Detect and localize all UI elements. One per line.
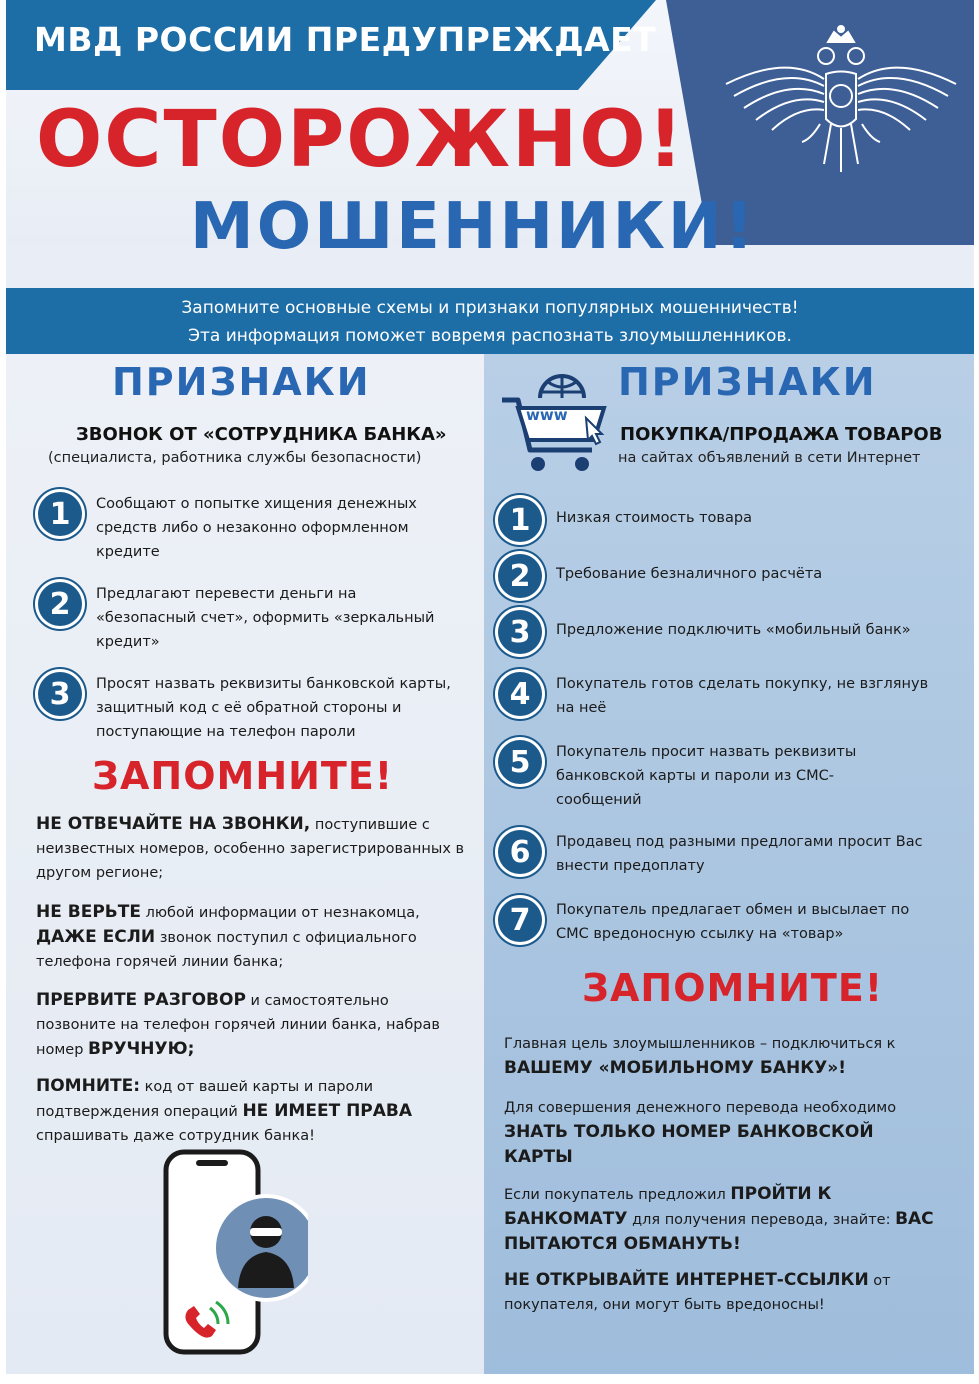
rule-lead: НЕ ОТКРЫВАЙТЕ ИНТЕРНЕТ-ССЫЛКИ bbox=[504, 1270, 869, 1290]
right-item-4 bbox=[498, 672, 958, 720]
left-rule-3 bbox=[36, 988, 466, 1062]
rule-lead-2: ВРУЧНУЮ; bbox=[88, 1039, 195, 1059]
rule-lead: ПРОЙТИ К БАНКОМАТУ bbox=[504, 1184, 832, 1229]
left-item-text: Предлагают перевести деньги на «безопасный счет», оформить «зеркальный кредит» bbox=[96, 586, 435, 650]
shopping-cart-globe-icon bbox=[500, 368, 620, 478]
number-badge: 1 bbox=[38, 492, 82, 536]
rule-text: Главная цель злоумышленников – подключиться к bbox=[504, 1036, 896, 1052]
rule-lead: ПРЕРВИТЕ РАЗГОВОР bbox=[36, 990, 246, 1010]
rule-lead: НЕ ОТВЕЧАЙТЕ НА ЗВОНКИ, bbox=[36, 814, 311, 834]
rule-lead: ЗНАТЬ ТОЛЬКО НОМЕР БАНКОВСКОЙ КАРТЫ bbox=[504, 1122, 874, 1167]
rule-lead-2: НЕ ИМЕЕТ ПРАВА bbox=[242, 1101, 413, 1121]
right-subhead: ПОКУПКА/ПРОДАЖА ТОВАРОВ bbox=[620, 424, 943, 445]
banner-line-1: Запомните основные схемы и признаки популярных мошенничеств! bbox=[181, 298, 799, 318]
headline-caution: ОСТОРОЖНО! bbox=[36, 95, 686, 185]
number-badge: 4 bbox=[498, 672, 542, 716]
left-item-1 bbox=[38, 492, 468, 564]
right-rule-3 bbox=[504, 1182, 944, 1257]
left-remember-title: ЗАПОМНИТЕ! bbox=[92, 754, 394, 798]
right-subnote: на сайтах объявлений в сети Интернет bbox=[618, 450, 921, 466]
rule-text: от покупателя, они могут быть вредоносны! bbox=[504, 1273, 891, 1313]
right-item-1 bbox=[498, 498, 958, 542]
rule-lead: ПОМНИТЕ: bbox=[36, 1076, 141, 1096]
left-item-3 bbox=[38, 672, 478, 744]
rule-text: Если покупатель предложил bbox=[504, 1187, 726, 1203]
right-item-text: Покупатель предлагает обмен и высылает по СМС вредоносную ссылку на «товар» bbox=[556, 902, 910, 942]
right-item-text: Требование безналичного расчёта bbox=[556, 566, 823, 582]
right-rule-1 bbox=[504, 1032, 944, 1081]
rule-text: код от вашей карты и пароли подтверждения операций bbox=[36, 1079, 374, 1120]
left-subhead: ЗВОНОК ОТ «СОТРУДНИКА БАНКА» bbox=[76, 424, 447, 445]
number-badge: 3 bbox=[38, 672, 82, 716]
rule-text: поступившие с неизвестных номеров, особенно зарегистрированных в другом регионе; bbox=[36, 817, 465, 881]
header-title: МВД РОССИИ ПРЕДУПРЕЖДАЕТ bbox=[34, 20, 657, 59]
left-rule-2 bbox=[36, 900, 466, 974]
number-badge: 6 bbox=[498, 830, 542, 874]
left-subnote: (специалиста, работника службы безопасности) bbox=[48, 450, 422, 466]
left-item-text: Сообщают о попытке хищения денежных средств либо о незаконно оформленном кредите bbox=[96, 496, 417, 560]
right-item-text: Покупатель просит назвать реквизиты банковской карты и пароли из СМС-сообщений bbox=[556, 744, 857, 808]
left-section-title: ПРИЗНАКИ bbox=[112, 360, 371, 404]
right-item-7 bbox=[498, 898, 958, 946]
left-rule-4 bbox=[36, 1074, 466, 1148]
rule-text-2: спрашивать даже сотрудник банка! bbox=[36, 1128, 315, 1144]
right-item-2 bbox=[498, 554, 958, 598]
right-item-5 bbox=[498, 740, 958, 812]
number-badge: 2 bbox=[38, 582, 82, 626]
rule-text: любой информации от незнакомца, bbox=[145, 905, 420, 921]
number-badge: 2 bbox=[498, 554, 542, 598]
right-rule-2 bbox=[504, 1096, 944, 1170]
right-item-6 bbox=[498, 830, 958, 878]
www-label: www bbox=[526, 406, 568, 424]
double-headed-eagle-emblem-icon bbox=[716, 24, 966, 184]
rule-lead-2: ДАЖЕ ЕСЛИ bbox=[36, 927, 156, 947]
info-banner bbox=[6, 288, 974, 354]
right-rule-4 bbox=[504, 1268, 944, 1317]
right-item-3 bbox=[498, 610, 958, 654]
phone-scammer-icon bbox=[158, 1148, 308, 1358]
poster bbox=[6, 0, 974, 1374]
rule-text-2: для получения перевода, знайте: bbox=[632, 1212, 891, 1228]
right-item-text: Предложение подключить «мобильный банк» bbox=[556, 622, 911, 638]
right-item-text: Покупатель готов сделать покупку, не взглянув на неё bbox=[556, 676, 929, 716]
banner-line-2: Эта информация поможет вовремя распознать злоумышленников. bbox=[188, 326, 792, 346]
left-item-text: Просят назвать реквизиты банковской карты, защитный код с её обратной стороны и поступающие на телефон пароли bbox=[96, 676, 451, 740]
rule-lead: НЕ ВЕРЬТЕ bbox=[36, 902, 141, 922]
rule-text: и самостоятельно позвоните на телефон горячей линии банка, набрав номер bbox=[36, 993, 440, 1058]
left-rule-1 bbox=[36, 812, 466, 885]
right-item-text: Низкая стоимость товара bbox=[556, 510, 752, 526]
rule-text: Для совершения денежного перевода необходимо bbox=[504, 1100, 897, 1116]
right-section-title: ПРИЗНАКИ bbox=[618, 360, 877, 404]
rule-lead-2: ВАС ПЫТАЮТСЯ ОБМАНУТЬ! bbox=[504, 1209, 934, 1254]
right-remember-title: ЗАПОМНИТЕ! bbox=[582, 966, 884, 1010]
left-item-2 bbox=[38, 582, 468, 654]
number-badge: 7 bbox=[498, 898, 542, 942]
rule-lead: ВАШЕМУ «МОБИЛЬНОМУ БАНКУ»! bbox=[504, 1058, 846, 1078]
rule-text-2: звонок поступил с официального телефона горячей линии банка; bbox=[36, 930, 417, 970]
number-badge: 1 bbox=[498, 498, 542, 542]
number-badge: 3 bbox=[498, 610, 542, 654]
right-item-text: Продавец под разными предлогами просит Вас внести предоплату bbox=[556, 834, 923, 874]
number-badge: 5 bbox=[498, 740, 542, 784]
headline-fraudsters: МОШЕННИКИ! bbox=[190, 190, 757, 264]
